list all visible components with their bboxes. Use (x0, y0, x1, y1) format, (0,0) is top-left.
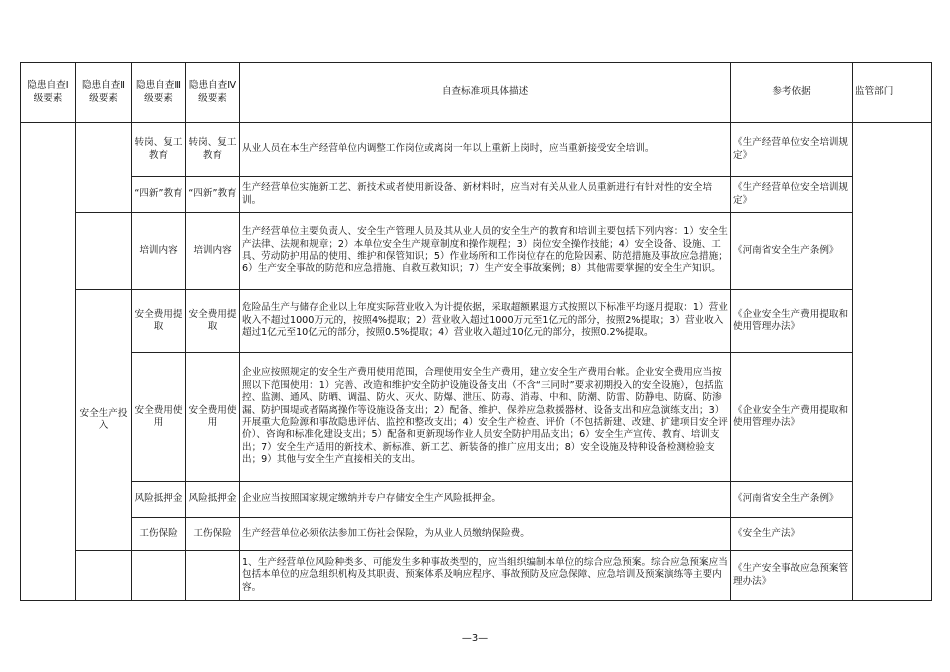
description-cell: 生产经营单位必须依法参加工伤社会保险，为从业人员缴纳保险费。 (240, 518, 731, 551)
level3-cell: 转岗、复工教育 (132, 123, 186, 177)
reference-cell: 《生产经营单位安全培训规定》 (731, 123, 853, 177)
reference-cell: 《生产经营单位安全培训规定》 (731, 177, 853, 213)
description-cell: 企业应当按照国家规定缴纳并专户存储安全生产风险抵押金。 (240, 482, 731, 518)
level3-cell: 风险抵押金 (132, 482, 186, 518)
level4-cell: 工伤保险 (186, 518, 240, 551)
description-cell: 危险品生产与储存企业以上年度实际营业收入为计提依据，采取超额累退方式按照以下标准平均逐月提取：1）营业收入不超过1000万元的，按照4%提取；2）营业收入超过1000万元至1亿元的部分，按照2%提取；3）营业收入超过1亿元至10亿元的部分，按照0.5%提取；4）营业收入超过10亿元的部分，按照0.2%提取。 (240, 290, 731, 353)
description-cell: 生产经营单位主要负责人、安全生产管理人员及其从业人员的安全生产的教育和培训主要包括下列内容：1）安全生产法律、法规和规章；2）本单位安全生产规章制度和操作规程；3）岗位安全操作技能；4）安全设备、设施、工具、劳动防护用品的使用、维护和保管知识；5）作业场所和工作岗位存在的危险因素、防范措施及事故应急措施；6）生产安全事故的防范和应急措施、自救互救知识；7）生产安全事故案例；8）其他需要掌握的安全生产知识。 (240, 213, 731, 290)
supervisor-cell (853, 123, 932, 601)
reference-cell: 《河南省安全生产条例》 (731, 482, 853, 518)
level3-cell: 安全费用提取 (132, 290, 186, 353)
header-description: 自查标准项具体描述 (240, 63, 731, 123)
level4-cell: 安全费用提取 (186, 290, 240, 353)
header-level3: 隐患自查Ⅲ级要素 (132, 63, 186, 123)
level3-cell: 安全费用使用 (132, 353, 186, 482)
table-row (21, 177, 932, 213)
reference-cell: 《企业安全生产费用提取和使用管理办法》 (731, 290, 853, 353)
reference-cell: 《安全生产法》 (731, 518, 853, 551)
level3-cell: 培训内容 (132, 213, 186, 290)
level3-cell: “四新”教育 (132, 177, 186, 213)
level2-cell-safety-investment: 安全生产投入 (76, 290, 132, 551)
header-supervisor: 监管部门 (853, 63, 932, 123)
level2-cell-empty (76, 551, 132, 601)
reference-cell: 《生产安全事故应急预案管理办法》 (731, 551, 853, 601)
level3-cell: 工伤保险 (132, 518, 186, 551)
level4-cell: 风险抵押金 (186, 482, 240, 518)
header-level4: 隐患自查Ⅳ级要素 (186, 63, 240, 123)
page-number: —3— (461, 633, 489, 644)
level2-cell-training (76, 123, 132, 213)
level2-cell-empty (76, 213, 132, 290)
description-cell: 1、生产经营单位风险种类多、可能发生多种事故类型的，应当组织编制本单位的综合应急预案。综合应急预案应当包括本单位的应急组织机构及其职责、预案体系及响应程序、事故预防及应急保障、应急培训及预案演练等主要内容。 (240, 551, 731, 601)
description-cell: 企业应按照规定的安全生产费用使用范围，合理使用安全生产费用，建立安全生产费用台帐。企业安全费用应当按照以下范围使用：1）完善、改造和维护安全防护设施设备支出（不含“三同时”要求初期投入的安全设施），包括监控、监测、通风、防晒、调温、防火、灭火、防爆、泄压、防毒、消毒、中和、防潮、防雷、防静电、防腐、防渗漏、防护围堤或者隔离操作等设施设备支出；2）配备、维护、保养应急救援器材、设备支出和应急演练支出；3）开展重大危险源和事故隐患评估、监控和整改支出；4）安全生产检查、评价（不包括新建、改建、扩建项目安全评价）、咨询和标准化建设支出；5）配备和更新现场作业人员安全防护用品支出；6）安全生产宣传、教育、培训支出；7）安全生产适用的新技术、新标准、新工艺、新装备的推广应用支出；8）安全设施及特种设备检测检验支出；9）其他与安全生产直接相关的支出。 (240, 353, 731, 482)
level3-cell-empty (132, 551, 186, 601)
table-row (21, 482, 932, 518)
table-row (21, 353, 932, 482)
level4-cell-empty (186, 551, 240, 601)
level4-cell: 转岗、复工教育 (186, 123, 240, 177)
header-level1: 隐患自查Ⅰ级要素 (21, 63, 76, 123)
reference-cell: 《河南省安全生产条例》 (731, 213, 853, 290)
table-row (21, 551, 932, 601)
table-row (21, 518, 932, 551)
table-row (21, 290, 932, 353)
description-cell: 生产经营单位实施新工艺、新技术或者使用新设备、新材料时，应当对有关从业人员重新进行有针对性的安全培训。 (240, 177, 731, 213)
level1-cell (21, 123, 76, 601)
table-row (21, 213, 932, 290)
header-reference: 参考依据 (731, 63, 853, 123)
description-cell: 从业人员在本生产经营单位内调整工作岗位或离岗一年以上重新上岗时，应当重新接受安全培训。 (240, 123, 731, 177)
reference-cell: 《企业安全生产费用提取和使用管理办法》 (731, 353, 853, 482)
table-row (21, 123, 932, 177)
level4-cell: 培训内容 (186, 213, 240, 290)
level4-cell: 安全费用使用 (186, 353, 240, 482)
self-inspection-table (20, 62, 932, 601)
header-row (21, 63, 932, 123)
header-level2: 隐患自查Ⅱ级要素 (76, 63, 132, 123)
level4-cell: “四新”教育 (186, 177, 240, 213)
